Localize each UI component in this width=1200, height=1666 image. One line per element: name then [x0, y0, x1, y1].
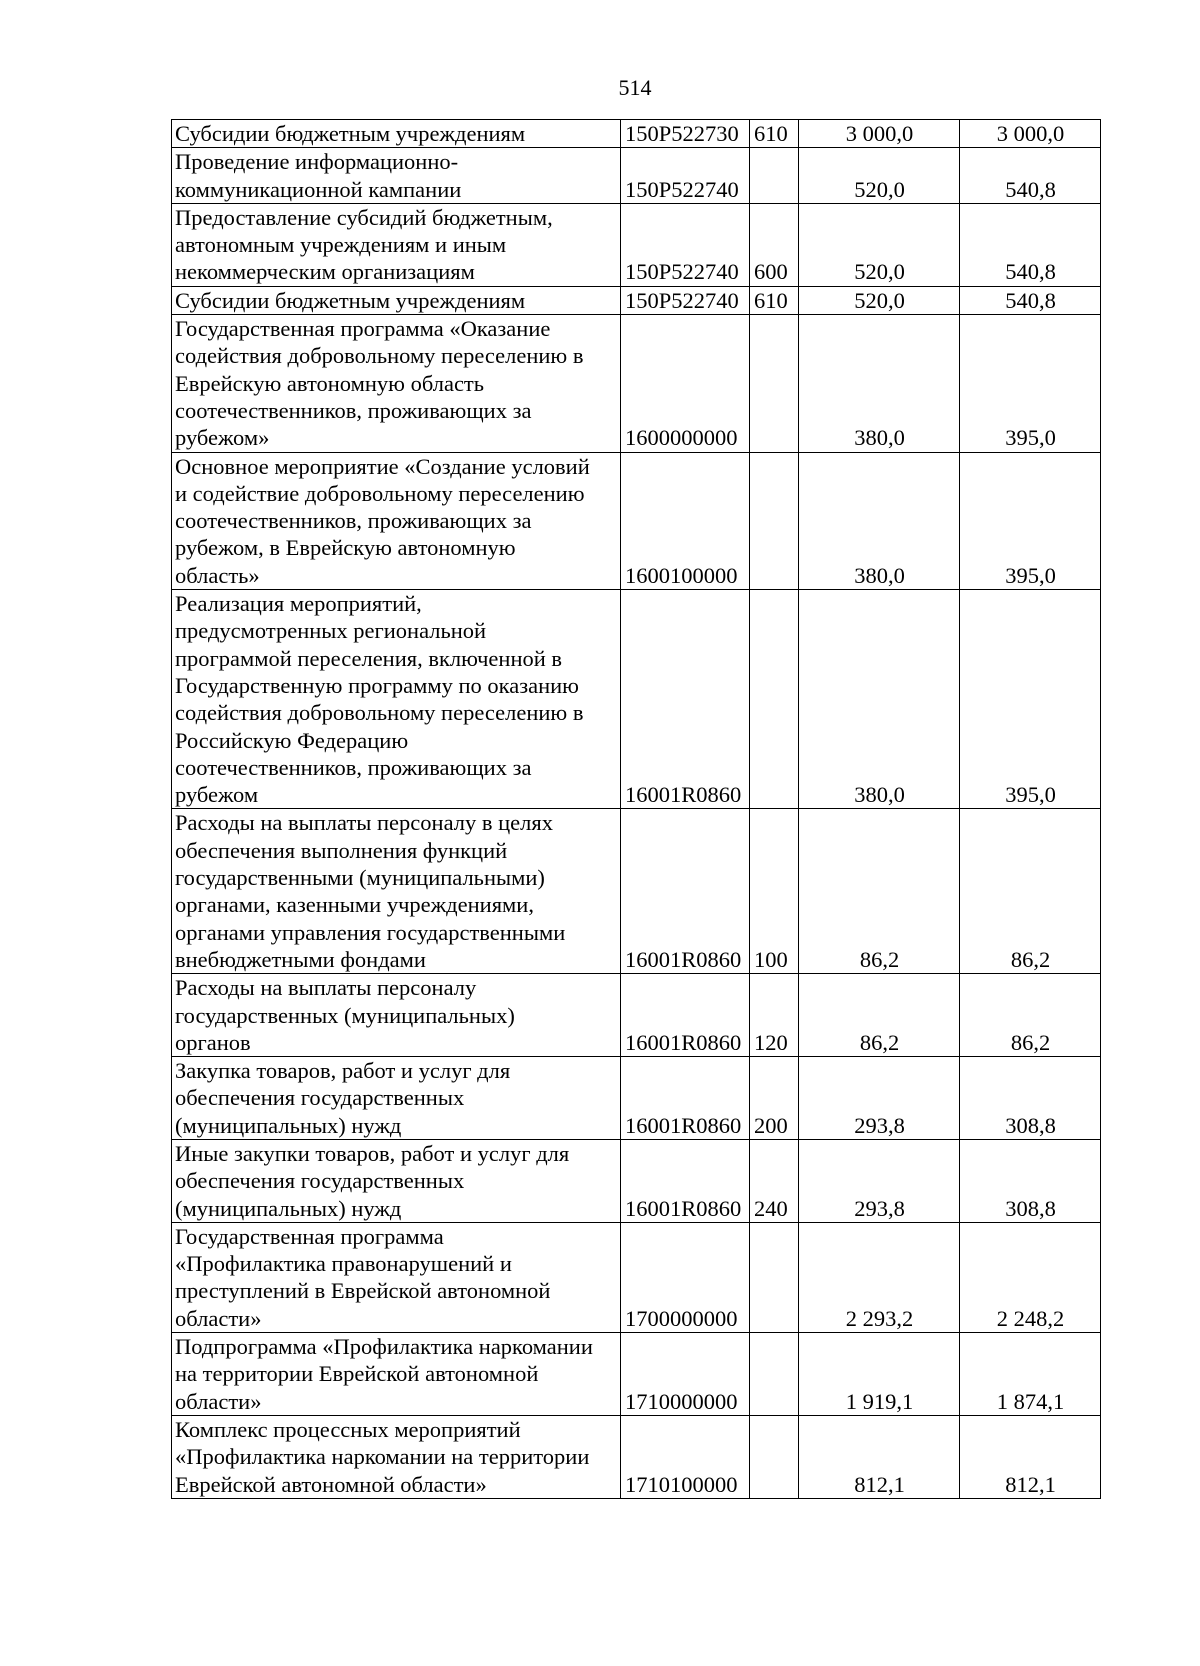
row-code-cell: 16001R0860: [621, 590, 750, 809]
row-name-cell: [172, 120, 621, 148]
row-value-2-cell: 2 248,2: [960, 1222, 1101, 1332]
row-value-2-cell: 395,0: [960, 452, 1101, 589]
row-expense-type-cell: 610: [750, 286, 799, 314]
row-name-line: Государственная программа «Оказание: [175, 316, 551, 342]
page-number: 514: [618, 75, 652, 100]
row-name-cell: [172, 1139, 621, 1222]
row-name-line: содействия добровольному переселению в: [175, 343, 584, 369]
row-value-1-cell: 380,0: [799, 452, 960, 589]
table-row: [172, 148, 1101, 204]
row-expense-type-cell: 610: [750, 120, 799, 148]
row-value-1-cell: 812,1: [799, 1415, 960, 1498]
row-name-cell: [172, 1057, 621, 1140]
row-name-line: Российскую Федерацию: [175, 727, 409, 753]
row-expense-type-cell: [750, 315, 799, 452]
row-expense-type-cell: [750, 1222, 799, 1332]
table-row: [172, 120, 1101, 148]
row-name-line: Основное мероприятие «Создание условий: [175, 453, 590, 479]
table-row: [172, 286, 1101, 314]
table-row: [172, 1139, 1101, 1222]
row-name-line: содействия добровольному переселению в: [175, 700, 584, 726]
row-value-2-cell: 308,8: [960, 1057, 1101, 1140]
table-row: [172, 590, 1101, 809]
row-name-line: Государственная программа: [175, 1223, 444, 1249]
row-name-line: соотечественников, проживающих за: [175, 754, 532, 780]
row-name-line: государственными (муниципальными): [175, 865, 545, 891]
row-name-line: Субсидии бюджетным учреждениям: [175, 287, 526, 313]
row-expense-type-cell: 240: [750, 1139, 799, 1222]
table-row: [172, 1415, 1101, 1498]
row-name-cell: [172, 315, 621, 452]
row-value-2-cell: 86,2: [960, 809, 1101, 974]
row-name-cell: [172, 809, 621, 974]
row-value-2-cell: 308,8: [960, 1139, 1101, 1222]
table-row: [172, 974, 1101, 1057]
row-name-line: Проведение информационно-: [175, 149, 459, 175]
row-expense-type-cell: 600: [750, 203, 799, 286]
budget-table-body: [172, 120, 1101, 1499]
row-name-line: соотечественников, проживающих за: [175, 397, 532, 423]
row-expense-type-cell: 120: [750, 974, 799, 1057]
row-name-line: область»: [175, 562, 260, 588]
row-value-1-cell: 86,2: [799, 809, 960, 974]
row-name-line: «Профилактика правонарушений и: [175, 1251, 512, 1277]
row-name-line: области»: [175, 1388, 262, 1414]
table-row: [172, 1222, 1101, 1332]
table-row: [172, 203, 1101, 286]
row-name-cell: [172, 974, 621, 1057]
row-name-line: Закупка товаров, работ и услуг для: [175, 1058, 511, 1084]
row-name-line: Государственную программу по оказанию: [175, 672, 579, 698]
row-name-line: соотечественников, проживающих за: [175, 508, 532, 534]
row-name-line: Предоставление субсидий бюджетным,: [175, 204, 553, 230]
row-name-cell: [172, 148, 621, 204]
row-name-line: и содействие добровольному переселению: [175, 480, 585, 506]
row-code-cell: 1600000000: [621, 315, 750, 452]
row-name-line: на территории Еврейской автономной: [175, 1361, 539, 1387]
row-name-line: Подпрограмма «Профилактика наркомании: [175, 1334, 593, 1360]
table-row: [172, 1333, 1101, 1416]
row-name-line: органов: [175, 1029, 251, 1055]
row-value-1-cell: 2 293,2: [799, 1222, 960, 1332]
row-name-line: Субсидии бюджетным учреждениям: [175, 121, 526, 146]
table-row: [172, 809, 1101, 974]
row-code-cell: 150P522740: [621, 203, 750, 286]
row-expense-type-cell: [750, 590, 799, 809]
table-row: [172, 452, 1101, 589]
row-value-1-cell: 1 919,1: [799, 1333, 960, 1416]
row-name-line: обеспечения государственных: [175, 1168, 465, 1194]
row-value-1-cell: 380,0: [799, 315, 960, 452]
row-code-cell: 150P522730: [621, 120, 750, 148]
row-name-cell: [172, 286, 621, 314]
row-name-cell: [172, 1333, 621, 1416]
row-value-1-cell: 520,0: [799, 148, 960, 204]
row-code-cell: 1700000000: [621, 1222, 750, 1332]
row-value-1-cell: 3 000,0: [799, 120, 960, 148]
row-name-line: некоммерческим организациям: [175, 259, 475, 285]
row-code-cell: 16001R0860: [621, 1139, 750, 1222]
row-code-cell: 1710000000: [621, 1333, 750, 1416]
row-value-2-cell: 540,8: [960, 203, 1101, 286]
table-row: [172, 1057, 1101, 1140]
row-code-cell: 1710100000: [621, 1415, 750, 1498]
row-name-line: Расходы на выплаты персоналу в целях: [175, 810, 553, 836]
row-name-cell: [172, 452, 621, 589]
row-name-line: рубежом: [175, 782, 259, 808]
row-name-line: автономным учреждениям и иным: [175, 232, 507, 258]
row-value-2-cell: 395,0: [960, 590, 1101, 809]
row-name-cell: [172, 1222, 621, 1332]
row-code-cell: 16001R0860: [621, 974, 750, 1057]
row-name-cell: [172, 1415, 621, 1498]
row-value-1-cell: 520,0: [799, 203, 960, 286]
row-name-line: области»: [175, 1305, 262, 1331]
row-value-1-cell: 293,8: [799, 1139, 960, 1222]
row-name-cell: [172, 203, 621, 286]
row-name-line: органами, казенными учреждениями,: [175, 892, 534, 918]
row-value-1-cell: 86,2: [799, 974, 960, 1057]
row-name-line: «Профилактика наркомании на территории: [175, 1444, 590, 1470]
row-value-2-cell: 540,8: [960, 148, 1101, 204]
row-code-cell: 16001R0860: [621, 1057, 750, 1140]
row-code-cell: 16001R0860: [621, 809, 750, 974]
row-value-1-cell: 293,8: [799, 1057, 960, 1140]
row-expense-type-cell: [750, 452, 799, 589]
row-name-line: программой переселения, включенной в: [175, 645, 563, 671]
row-name-line: (муниципальных) нужд: [175, 1112, 402, 1138]
row-value-2-cell: 812,1: [960, 1415, 1101, 1498]
row-code-cell: 1600100000: [621, 452, 750, 589]
row-name-line: Иные закупки товаров, работ и услуг для: [175, 1140, 570, 1166]
row-name-line: Расходы на выплаты персоналу: [175, 975, 477, 1001]
row-value-2-cell: 86,2: [960, 974, 1101, 1057]
row-name-line: Еврейскую автономную область: [175, 370, 485, 396]
row-name-line: (муниципальных) нужд: [175, 1195, 402, 1221]
row-expense-type-cell: 200: [750, 1057, 799, 1140]
row-expense-type-cell: [750, 1333, 799, 1416]
row-name-cell: [172, 590, 621, 809]
row-expense-type-cell: [750, 148, 799, 204]
row-name-line: рубежом»: [175, 425, 270, 451]
row-code-cell: 150P522740: [621, 286, 750, 314]
row-name-line: рубежом, в Еврейскую автономную: [175, 535, 516, 561]
row-name-line: органами управления государственными: [175, 919, 566, 945]
row-name-line: Еврейской автономной области»: [175, 1471, 487, 1497]
row-expense-type-cell: 100: [750, 809, 799, 974]
row-value-2-cell: 540,8: [960, 286, 1101, 314]
row-code-cell: 150P522740: [621, 148, 750, 204]
row-value-2-cell: 1 874,1: [960, 1333, 1101, 1416]
row-value-2-cell: 395,0: [960, 315, 1101, 452]
row-name-line: предусмотренных региональной: [175, 618, 487, 644]
row-name-line: внебюджетными фондами: [175, 946, 426, 972]
row-value-1-cell: 520,0: [799, 286, 960, 314]
row-name-line: Реализация мероприятий,: [175, 591, 422, 617]
row-value-2-cell: 3 000,0: [960, 120, 1101, 148]
table-row: [172, 315, 1101, 452]
row-name-line: Комплекс процессных мероприятий: [175, 1416, 521, 1442]
row-expense-type-cell: [750, 1415, 799, 1498]
row-name-line: государственных (муниципальных): [175, 1002, 515, 1028]
row-name-line: обеспечения выполнения функций: [175, 837, 508, 863]
row-value-1-cell: 380,0: [799, 590, 960, 809]
row-name-line: обеспечения государственных: [175, 1085, 465, 1111]
row-name-line: преступлений в Еврейской автономной: [175, 1278, 551, 1304]
budget-table: [171, 119, 1101, 1499]
row-name-line: коммуникационной кампании: [175, 176, 462, 202]
